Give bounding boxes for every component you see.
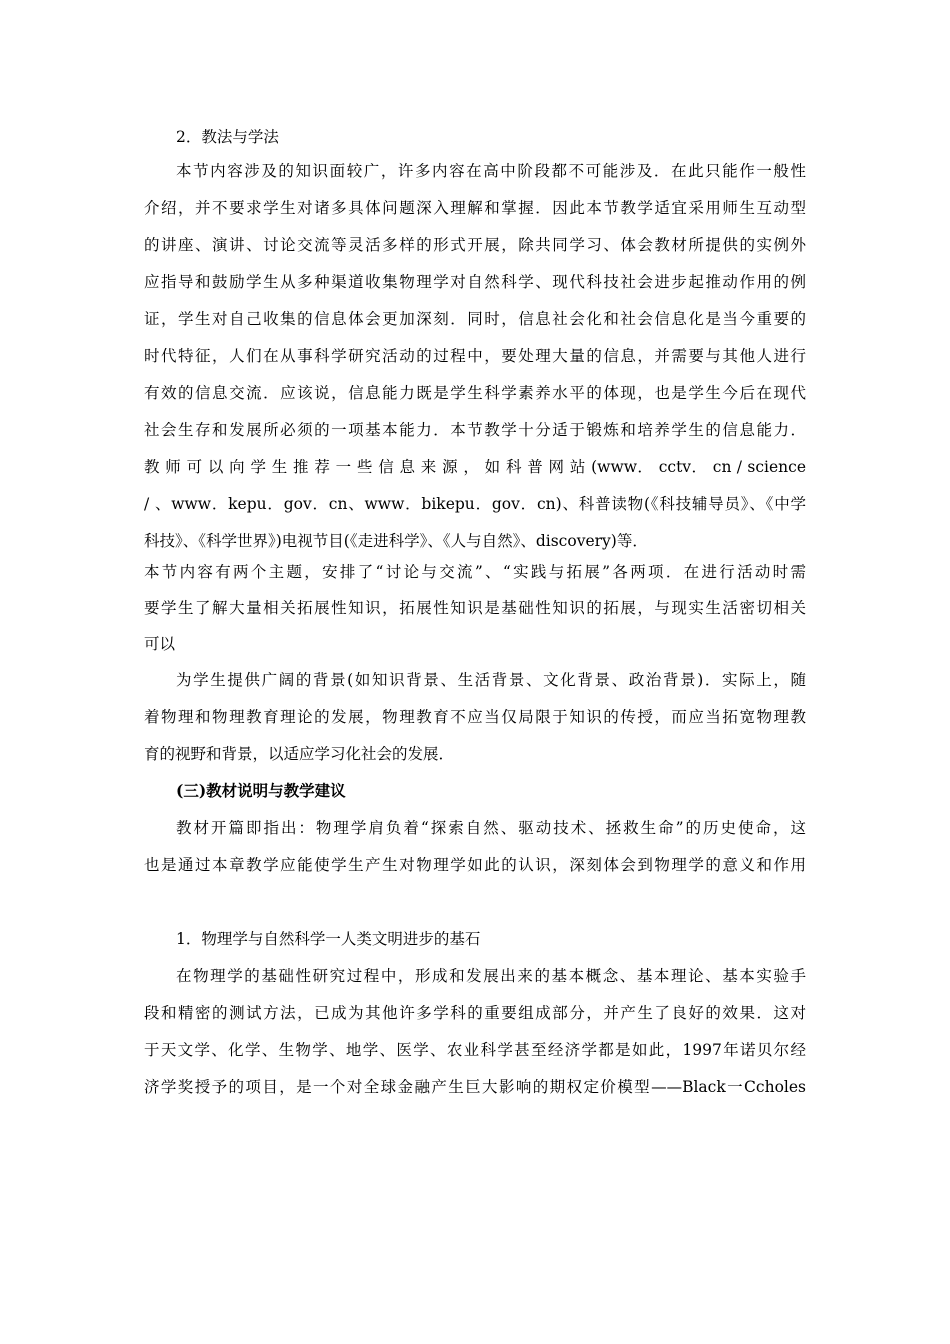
paragraph-line: 科技》、《科学世界》)电视节目(《走进科学》、《人与自然》、discovery)等．	[144, 532, 648, 550]
paragraph-line: 也是通过本章教学应能使学生产生对物理学如此的认识，深刻体会到物理学的意义和作用	[144, 856, 806, 874]
paragraph-line: 时代特征，人们在从事科学研究活动的过程中，要处理大量的信息，并需要与其他人进行	[144, 347, 806, 365]
paragraph-line: 社会生存和发展所必须的一项基本能力．本节教学十分适于锻炼和培养学生的信息能力．	[144, 421, 806, 439]
paragraph-line: 本节内容涉及的知识面较广，许多内容在高中阶段都不可能涉及．在此只能作一般性	[176, 162, 806, 180]
section-heading: 1．物理学与自然科学一人类文明进步的基石	[176, 930, 481, 948]
paragraph-line: 在物理学的基础性研究过程中，形成和发展出来的基本概念、基本理论、基本实验手	[176, 967, 806, 985]
paragraph-line: 介绍，并不要求学生对诸多具体问题深入理解和掌握．因此本节教学适宜采用师生互动型	[144, 199, 806, 217]
paragraph-line: 济学奖授予的项目，是一个对全球金融产生巨大影响的期权定价模型——Black一Ccholes	[144, 1078, 806, 1096]
paragraph-line: 要学生了解大量相关拓展性知识，拓展性知识是基础性知识的拓展，与现实生活密切相关	[144, 599, 806, 617]
paragraph-line: 有效的信息交流．应该说，信息能力既是学生科学素养水平的体现，也是学生今后在现代	[144, 384, 806, 402]
paragraph-line: 的讲座、演讲、讨论交流等灵活多样的形式开展，除共同学习、体会教材所提供的实例外	[144, 236, 806, 254]
paragraph-line: 育的视野和背景，以适应学习化社会的发展．	[144, 745, 455, 763]
paragraph-line: 于天文学、化学、生物学、地学、医学、农业科学甚至经济学都是如此，1997年诺贝尔经	[144, 1041, 806, 1059]
paragraph-line: 为学生提供广阔的背景(如知识背景、生活背景、文化背景、政治背景)．实际上，随	[176, 671, 806, 689]
section-heading: (三)教材说明与教学建议	[176, 781, 346, 800]
paragraph-line: 着物理和物理教育理论的发展，物理教育不应当仅局限于知识的传授，而应当拓宽物理教	[144, 708, 806, 726]
paragraph-line: / 、www．kepu．gov．cn、www．bikepu．gov．cn)、科普读物(《科技辅导员》、《中学	[144, 495, 806, 513]
paragraph-line: 本节内容有两个主题，安排了“讨论与交流”、“实践与拓展”各两项．在进行活动时需	[144, 563, 806, 581]
paragraph-line: 教 师 可 以 向 学 生 推 荐 一 些 信 息 来 源 ， 如 科 普 网 站 (www． cctv． cn / science	[144, 458, 806, 476]
paragraph-line: 证，学生对自己收集的信息体会更加深刻．同时，信息社会化和社会信息化是当今重要的	[144, 310, 806, 328]
paragraph-line: 可以	[144, 635, 176, 653]
paragraph-line: 应指导和鼓励学生从多种渠道收集物理学对自然科学、现代科技社会进步起推动作用的例	[144, 273, 806, 291]
section-heading: 2．教法与学法	[176, 128, 279, 146]
paragraph-line: 教材开篇即指出：物理学肩负着“探索自然、驱动技术、拯救生命”的历史使命，这	[176, 819, 806, 837]
paragraph-line: 段和精密的测试方法，已成为其他许多学科的重要组成部分，并产生了良好的效果．这对	[144, 1004, 806, 1022]
